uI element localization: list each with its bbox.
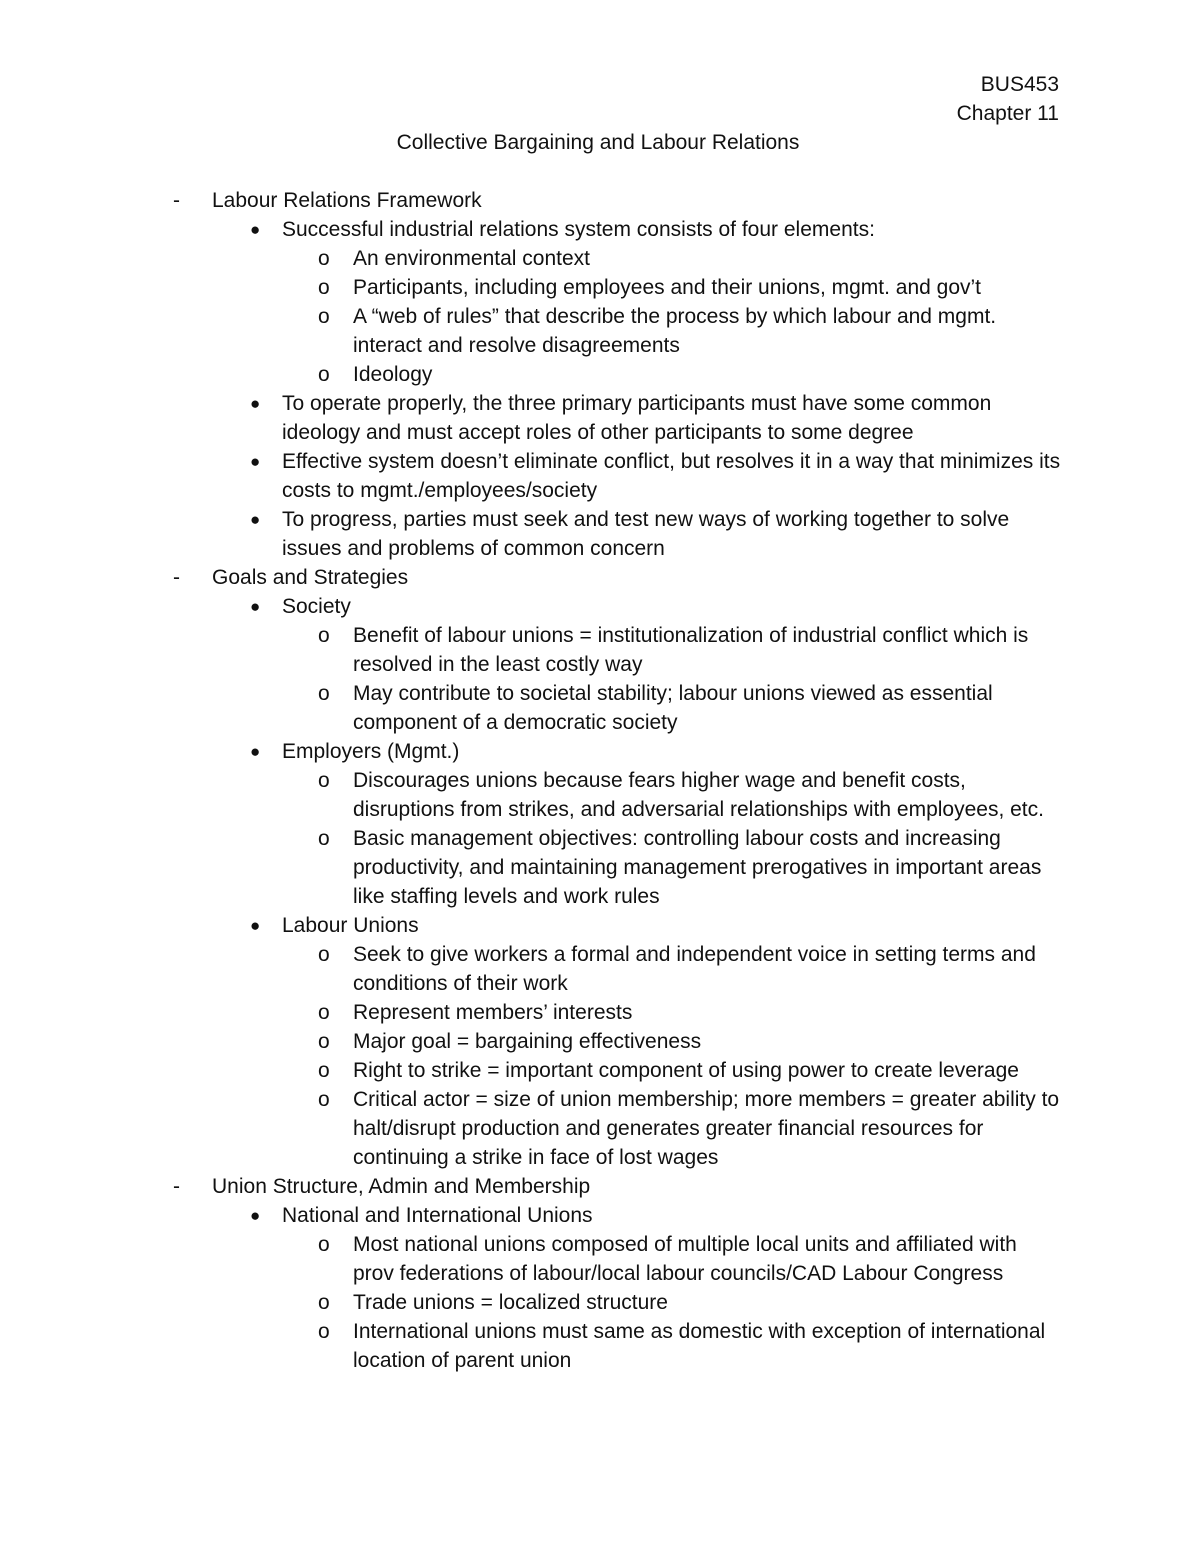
sub-bullet-item-text: Ideology: [353, 363, 433, 386]
bullet-item: [0, 215, 1072, 244]
section-heading-text: Labour Relations Framework: [212, 189, 482, 212]
section-heading: [0, 563, 1200, 592]
circle-bullet-icon: o: [318, 247, 330, 270]
chapter-label: Chapter 11: [956, 102, 1059, 125]
bullet-icon: ●: [250, 742, 261, 761]
circle-bullet-icon: o: [318, 1030, 330, 1053]
sub-bullet-item-text: Participants, including employees and their unions, mgmt. and gov’t: [353, 276, 982, 299]
circle-bullet-icon: o: [318, 1233, 330, 1256]
circle-bullet-icon: o: [318, 276, 330, 299]
sub-bullet-item-text: An environmental context: [353, 247, 590, 270]
bullet-item-text: Society: [282, 595, 351, 618]
bullet-item-text: To operate properly, the three primary participants must have some common ideology and must accept roles of other participants to some degree: [282, 392, 992, 444]
sub-bullet-item-text: International unions must same as domestic with exception of international location of parent union: [353, 1320, 1046, 1372]
bullet-item: [0, 592, 1072, 621]
circle-bullet-icon: o: [318, 363, 330, 386]
sub-bullet-item-text: Critical actor = size of union membership; more members = greater ability to halt/disrupt production and generates greater financial resources for continuing a strike in face of lost wages: [353, 1088, 1060, 1169]
bullet-item-text: Employers (Mgmt.): [282, 740, 460, 763]
sub-bullet-item: [0, 1317, 1063, 1375]
bullet-icon: ●: [250, 394, 261, 413]
sub-bullet-item-text: Seek to give workers a formal and independent voice in setting terms and conditions of their work: [353, 943, 1036, 995]
circle-bullet-icon: o: [318, 1088, 330, 1111]
bullet-item: [0, 505, 1072, 563]
sub-bullet-item-text: Major goal = bargaining effectiveness: [353, 1030, 702, 1053]
sub-bullet-item: [0, 679, 1063, 737]
sub-bullet-item: [0, 621, 1063, 679]
circle-bullet-icon: o: [318, 827, 330, 850]
dash-marker: -: [173, 1175, 180, 1198]
sub-bullet-item: [0, 940, 1063, 998]
sub-bullet-item: [0, 824, 1063, 911]
circle-bullet-icon: o: [318, 682, 330, 705]
bullet-icon: ●: [250, 510, 261, 529]
circle-bullet-icon: o: [318, 1320, 330, 1343]
sub-bullet-item-text: Benefit of labour unions = institutionalization of industrial conflict which is resolved in the least costly way: [353, 624, 1029, 676]
sub-bullet-item: [0, 273, 1063, 302]
circle-bullet-icon: o: [318, 943, 330, 966]
bullet-icon: ●: [250, 452, 261, 471]
section-heading: [0, 186, 1200, 215]
sub-bullet-item-text: Most national unions composed of multiple local units and affiliated with prov federations of labour/local labour councils/CAD Labour Congress: [353, 1233, 1017, 1285]
sub-bullet-item-text: Right to strike = important component of using power to create leverage: [353, 1059, 1019, 1082]
bullet-item: [0, 911, 1072, 940]
bullet-icon: ●: [250, 1206, 261, 1225]
sub-bullet-item-text: Represent members’ interests: [353, 1001, 633, 1024]
bullet-icon: ●: [250, 597, 261, 616]
circle-bullet-icon: o: [318, 624, 330, 647]
circle-bullet-icon: o: [318, 305, 330, 328]
sub-bullet-item-text: Trade unions = localized structure: [353, 1291, 668, 1314]
bullet-item-text: Successful industrial relations system consists of four elements:: [282, 218, 875, 241]
document-header: [957, 70, 1059, 128]
outline-list: [0, 186, 1200, 1375]
sub-bullet-item: [0, 1085, 1063, 1172]
circle-bullet-icon: o: [318, 1001, 330, 1024]
section-heading-text: Union Structure, Admin and Membership: [212, 1175, 591, 1198]
bullet-icon: ●: [250, 220, 261, 239]
sub-bullet-item-text: Basic management objectives: controlling labour costs and increasing productivity, and maintaining management prerogatives in important areas like staffing levels and work rules: [353, 827, 1042, 908]
bullet-item-text: Labour Unions: [282, 914, 419, 937]
bullet-item-text: National and International Unions: [282, 1204, 593, 1227]
sub-bullet-item: [0, 766, 1063, 824]
sub-bullet-item: [0, 998, 1063, 1027]
bullet-item: [0, 447, 1072, 505]
circle-bullet-icon: o: [318, 1291, 330, 1314]
sub-bullet-item: [0, 360, 1063, 389]
document-title: Collective Bargaining and Labour Relations: [396, 131, 800, 154]
sub-bullet-item: [0, 302, 1063, 360]
bullet-item-text: Effective system doesn’t eliminate conflict, but resolves it in a way that minimizes its costs to mgmt./employees/society: [282, 450, 1061, 502]
bullet-item: [0, 1201, 1072, 1230]
section-heading: [0, 1172, 1200, 1201]
sub-bullet-item: [0, 1230, 1063, 1288]
sub-bullet-item-text: Discourages unions because fears higher wage and benefit costs, disruptions from strikes, and adversarial relationships with employees, etc.: [353, 769, 1044, 821]
sub-bullet-item: [0, 244, 1063, 273]
dash-marker: -: [173, 189, 180, 212]
sub-bullet-item-text: May contribute to societal stability; labour unions viewed as essential component of a democratic society: [353, 682, 993, 734]
section-heading-text: Goals and Strategies: [212, 566, 409, 589]
circle-bullet-icon: o: [318, 769, 330, 792]
sub-bullet-item: [0, 1288, 1063, 1317]
circle-bullet-icon: o: [318, 1059, 330, 1082]
course-code: BUS453: [980, 73, 1059, 96]
bullet-item-text: To progress, parties must seek and test new ways of working together to solve issues and problems of common concern: [282, 508, 1010, 560]
sub-bullet-item: [0, 1027, 1063, 1056]
bullet-item: [0, 389, 1072, 447]
bullet-item: [0, 737, 1072, 766]
sub-bullet-item: [0, 1056, 1063, 1085]
dash-marker: -: [173, 566, 180, 589]
sub-bullet-item-text: A “web of rules” that describe the process by which labour and mgmt. interact and resolve disagreements: [353, 305, 997, 357]
bullet-icon: ●: [250, 916, 261, 935]
